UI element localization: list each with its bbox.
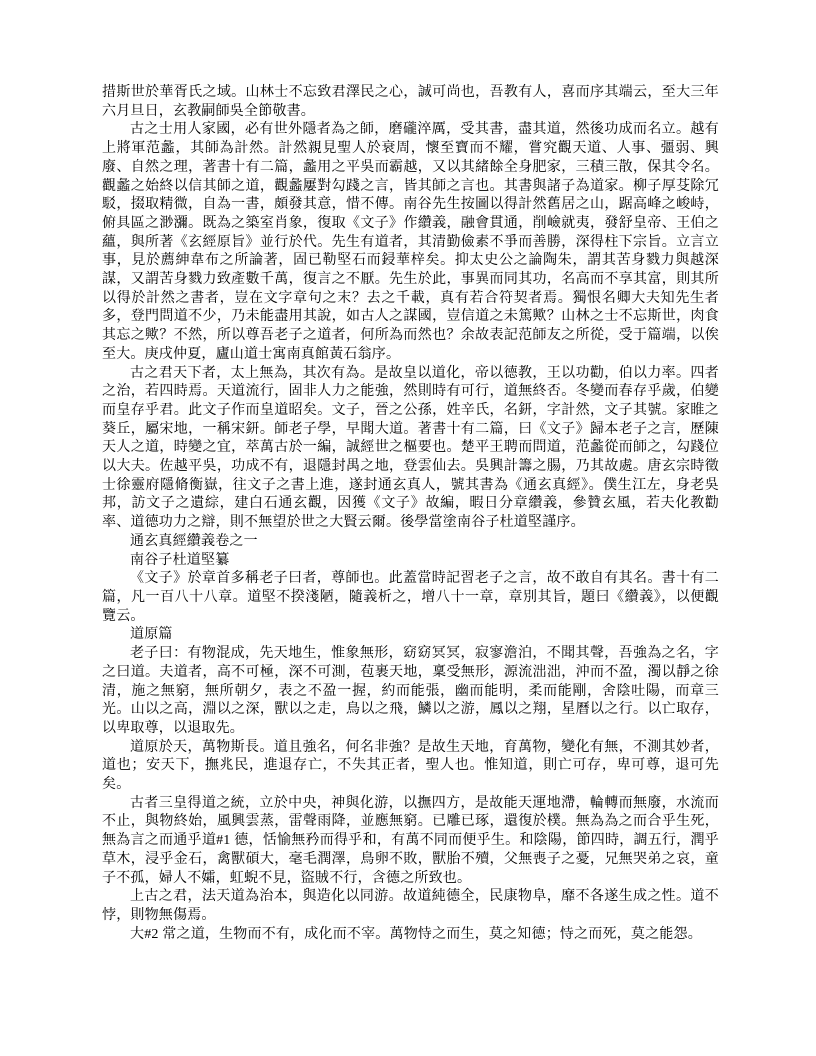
volume-title: 通玄真經纘義卷之一 xyxy=(130,533,258,549)
compiler-attribution: 南谷子杜道堅纂 xyxy=(130,552,230,568)
preface-paragraph-huang-shiweng: 古之士用人家國，必有世外隱者為之師，磨礲淬厲，受其書，盡其道，然後功成而名立。越有上將軍范蠡，其師為計然。計然親見聖人於衰周，懷至寶而不耀，嘗究觀天道、人事、彊弱、興廢、自然之理，著書十有二篇，蠡用之平吳而霸越，又以其緒餘全身肥家，三積三散，保其令名。觀蠡之始終以信其師之道，觀蠡屢對勾踐之言，皆其師之言也。其書與諸子為道家。柳子厚芟除冗駁，掇取精微，自為一書，頗發其意，惜不傳。南谷先生按圖以得計然舊居之山，踞高峰之峻峙，俯具區之渺瀰。既為之築室肖象，復取《文子》作纘義，融會貫通，削嶮就夷，發舒皇帝、王伯之蘊，與所著《玄經原旨》並行於代。先生有道者，其清勤儉素不爭而善勝，深得柱下宗旨。立言立事，見於薦紳韋布之所論著，固已勒堅石而鋟華梓矣。抑太史公之論陶朱，謂其苦身戮力與越深謀，又謂苦身戮力致產數千萬，復言之不厭。先生於此，事異而同其功，名高而不享其富，則其所以得於計然之書者，豈在文字章句之末？去之千載，真有若合符契者焉。獨恨名卿大夫知先生者多，登門問道不少，乃未能盡用其說，如古人之謀國，豈信道之未篤歟？山林之士不忘斯世，肉食其忘之歟？不然，所以尊吾老子之道者，何所為而然也？余故表記范師友之所從，受于篇端，以俟至大。庚戌仲夏，廬山道士寓南真館黃石翁序。 xyxy=(102,122,719,362)
body-paragraph: 道原於天，萬物斯長。道且強名，何名非強？是故生天地，育萬物，變化有無，不測其妙者，道也；安天下，撫兆民，進退存亡，不失其正者，聖人也。惟知道，則亡可存，卑可尊，退可先矣。 xyxy=(102,739,719,793)
body-paragraph: 大#2 常之道，生物而不有，成化而不宰。萬物恃之而生，莫之知德；恃之而死，莫之能怨。 xyxy=(130,926,702,942)
chapter-title: 道原篇 xyxy=(130,627,173,643)
preface-continuation-paragraph: 措斯世於華胥氏之域。山林士不忘致君澤民之心，誠可尚也，吾教有人，喜而序其端云，至大三年六月旦日，玄教嗣師吳全節敬書。 xyxy=(102,85,719,119)
preface-paragraph-du-daojian: 古之君天下者，太上無為，其次有為。是故皇以道化，帝以德教，王以功勸，伯以力率。四者之治，若四時焉。天道流行，固非人力之能強，然則時有可行，道無終否。冬變而春存乎歲，伯變而皇存乎君。此文子作而皇道昭矣。文子，晉之公孫，姓辛氏，名鈃，字計然，文子其號。家睢之葵丘，屬宋地，一稱宋鈃。師老子學，早聞大道。著書十有二篇，曰《文子》歸本老子之言，歷陳天人之道，時變之宜，萃萬古於一編，誠經世之樞要也。楚平王聘而問道，范蠡從而師之，勾踐位以大夫。佐越平吳，功成不有，退隱封禺之地，登雲仙去。吳興計籌之腸，乃其故處。唐玄宗時徵士徐靈府隱脩衡嶽，往文子之書上進，遂封通玄真人，號其書為《通玄真經》。僕生江左，身老吳邦，訪文子之遺綜，建白石通玄觀，因獲《文子》故編，暇日分章纘義，參贊玄風，若夫化教勸率、道德功力之辯，則不無望於世之大賢云爾。後學當塗南谷子杜道堅謹序。 xyxy=(102,365,719,531)
body-paragraph: 老子曰：有物混成，先天地生，惟象無形，窈窈冥冥，寂寥澹泊，不聞其聲，吾強為之名，字之曰道。夫道者，高不可極，深不可測，苞裹天地，稟受無形，源流泏泏，沖而不盈，濁以靜之徐清，施之無窮，無所朝夕，表之不盈一握，約而能張，幽而能明，柔而能剛，舍陰吐陽，而章三光。山以之高，淵以之深，獸以之走，鳥以之飛，鱗以之游，鳳以之翔，星曆以之行。以亡取存，以卑取尊，以退取先。 xyxy=(102,646,719,736)
editorial-note: 《文子》於章首多稱老子曰者，尊師也。此蓋當時記習老子之言，故不敢自有其名。書十有二篇，凡一百八十八章。道堅不揆淺陋，隨義析之，增八十一章，章別其旨，題曰《纘義》，以便觀覽云。 xyxy=(102,571,719,624)
body-paragraph: 上古之君，法天道為治本，與造化以同游。故道純德全，民康物阜，靡不各遂生成之性。道不悖，則物無傷焉。 xyxy=(102,889,719,923)
text-block xyxy=(102,84,719,944)
body-paragraph: 古者三皇得道之統，立於中央，神與化游，以撫四方，是故能天運地滯，輪轉而無廢，水流而不止，與物終始，風興雲蒸，雷聲雨降，並應無窮。已雕已琢，還復於樸。無為為之而合乎生死，無為言之而通乎道#1 德，恬愉無矜而得乎和，有萬不同而便乎生。和陰陽，節四時，調五行，潤乎草木，浸乎金石，禽獸碩大，毫毛潤澤，鳥卵不敗，獸胎不殰，父無喪子之憂，兄無哭弟之哀，童子不孤，婦人不孀，虹蜺不見，盜賊不行，含德之所致也。 xyxy=(102,795,719,886)
